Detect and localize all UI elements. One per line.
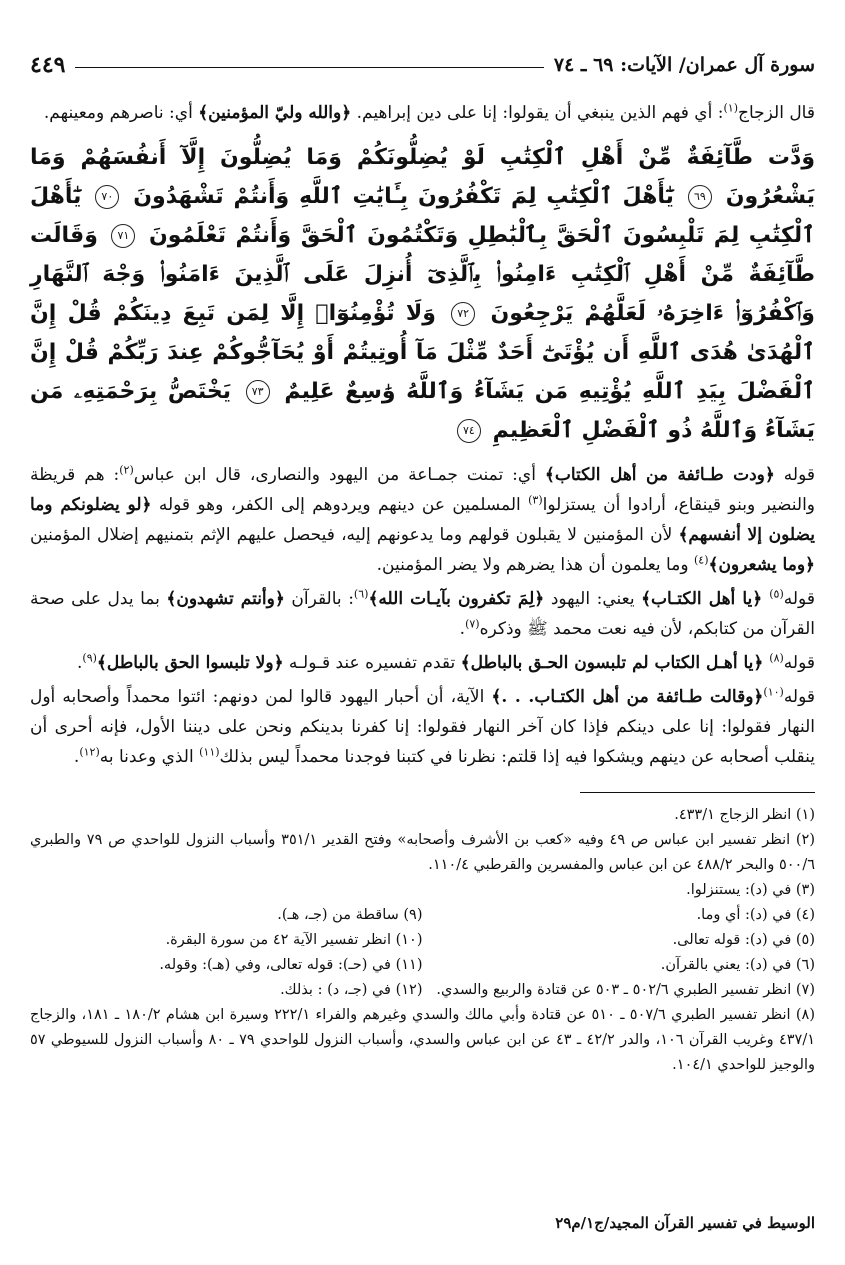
- footnote-ref[interactable]: (١): [723, 101, 738, 115]
- ayah-number: ٧١: [111, 224, 135, 248]
- page-number: ٤٤٩: [30, 52, 66, 78]
- chapter-title: سورة آل عمران/ الآيات: ٦٩ ـ ٧٤: [553, 54, 815, 76]
- body-text: بما يدل على صحة القرآن من كتابكم، لأن فيه نعت محمد ﷺ وذكره: [30, 589, 815, 639]
- quran-quote: ﴿يا أهـل الكتاب لم تلبسون الحـق بالباطل﴾: [460, 653, 770, 673]
- quran-quote: ﴿لو يضلونكم وما يضلون إلا أنفسهم﴾: [30, 495, 815, 545]
- body-text: قوله: [783, 687, 816, 707]
- footnote-8: (٨) انظر تفسير الطبري ٥٠٧/٦ ـ ٥١٠ عن قتادة وأبي مالك والسدي وغيرهم والفراء ٢٢٢/١ وسيرة ابن هشام ١٨٠/٢ ـ ١٨١، والزجاج ٤٣٧/١ وغريب القرآن ١٠٦، والدر ٤٢/٢ ـ ٤٣ عن ابن عباس والسدي، وأسباب النزول للواحدي ٧٩ ـ ٨٠ وأسباب النزول للسيوطي ٥٧ والوجيز للواحدي ١٠٤/١.: [30, 1007, 816, 1073]
- body-text: لأن المؤمنين لا يقبلون قولهم وما يدعونهم إليه، فيحصل عليهم الإثم بتمنيهم إضلال المؤمنين: [30, 525, 679, 545]
- body-text: : هم قريظة والنضير وبنو قينقاع، أرادوا أن يستزلوا: [30, 465, 816, 515]
- footnote-ref[interactable]: (٨): [769, 651, 784, 665]
- commentary-paragraph-3: [30, 648, 815, 678]
- quran-quote: ﴿لِمَ تكفرون بآيـات الله﴾: [368, 589, 545, 609]
- intro-text: : أي فهم الذين ينبغي أن يقولوا: إنا على دين إبراهيم.: [351, 103, 724, 123]
- body-text: يعني: اليهود: [544, 589, 642, 609]
- body-text: الآية، أن أحبار اليهود قالوا لمن دونهم: ائتوا محمداً وأصحابه أول النهار فقولوا: إنا على دينكم فإذا كان آخر النهار فقولوا: إنا كفرنا بدينكم ونحن على ديننا الأول، فإنه أحرى أن ينقلب أصحابه عن دينهم ويشكوا فيه إذا قلتم: نظرنا في كتبنا فوجدنا محمداً ليس بذلك: [30, 687, 815, 767]
- footnote-ref[interactable]: (٥): [769, 587, 784, 601]
- footnote-11: (١١) في (حـ): قوله تعالى، وفي (هـ): وقوله.: [159, 957, 423, 973]
- quran-quote: ﴿وما يشعرون﴾: [708, 555, 815, 575]
- footnote-ref[interactable]: (٧): [465, 617, 480, 631]
- ayah-number: ٧٤: [457, 419, 481, 443]
- footnote-row: [30, 978, 815, 1003]
- ayah-number: ٦٩: [688, 185, 712, 209]
- footnote-1: (١) انظر الزجاج ٤٣٣/١.: [674, 807, 815, 823]
- quran-quote: ﴿وأنتم تشهدون﴾: [166, 589, 285, 609]
- intro-text: قال الزجاج: [737, 103, 815, 123]
- quran-quote: ﴿ولا تلبسوا الحق بالباطل﴾: [96, 653, 284, 673]
- footnote-9: (٩) ساقطة من (جـ، هـ).: [277, 907, 423, 923]
- body-text: .: [73, 747, 80, 767]
- body-text: قوله: [774, 465, 815, 485]
- header-rule: [75, 67, 543, 68]
- footnote-5: (٥) في (د): قوله تعالى.: [672, 932, 815, 948]
- verse-text: وَلَا تُؤْمِنُوٓا۟ إِلَّا لِمَن تَبِعَ دِينَكُمْ قُلْ إِنَّ ٱلْهُدَىٰ هُدَى ٱللَّهِ أَن يُؤْتَىٰٓ أَحَدٌ مِّثْلَ مَآ أُوتِيتُمْ أَوْ يُحَآجُّوكُمْ عِندَ رَبِّكُمْ قُلْ إِنَّ ٱلْفَضْلَ بِيَدِ ٱللَّهِ يُؤْتِيهِ مَن يَشَآءُ وَٱللَّهُ وَٰسِعٌ عَلِيمٌ: [30, 301, 815, 404]
- body-text: المسلمين عن دينهم ويردوهم إلى الكفر، وهو قوله: [151, 495, 529, 515]
- verse-text: يَٰٓأَهْلَ ٱلْكِتَٰبِ لِمَ تَكْفُرُونَ بِـَٔايَٰتِ ٱللَّهِ وَأَنتُمْ تَشْهَدُونَ: [133, 184, 674, 209]
- body-text: أي: تمنت جمـاعة من اليهود والنصارى، قال ابن عباس: [133, 465, 545, 485]
- footnote-12: (١٢) في (جـ، د) : بذلك.: [280, 982, 423, 998]
- footnote-ref[interactable]: (٦): [353, 587, 369, 601]
- intro-paragraph: [30, 98, 815, 128]
- verse-text: وَدَّت طَّآئِفَةٌ مِّنْ أَهْلِ ٱلْكِتَٰبِ لَوْ يُضِلُّونَكُمْ وَمَا يُضِلُّونَ إِلَّآ أَنفُسَهُمْ وَمَا يَشْعُرُونَ: [30, 145, 815, 209]
- footnote-row: [30, 903, 815, 928]
- quran-quote: ﴿ودت طـائفة من أهل الكتاب﴾: [544, 465, 775, 485]
- footnote-ref[interactable]: (١٢): [79, 745, 100, 759]
- footnote-ref[interactable]: (٣): [528, 493, 543, 507]
- quran-verses: [30, 138, 815, 450]
- body-text: قوله: [783, 653, 815, 673]
- ayah-number: ٧٠: [95, 185, 119, 209]
- commentary-paragraph-2: [30, 584, 815, 644]
- body-text: قوله: [783, 589, 815, 609]
- running-header: [30, 48, 815, 82]
- footnotes: [30, 803, 815, 1078]
- quran-quote: ﴿يا أهل الكتـاب﴾: [641, 589, 770, 609]
- ayah-number: ٧٢: [451, 302, 475, 326]
- body-text: وما يعلمون أن هذا يضرهم ولا يضر المؤمنين.: [376, 555, 694, 575]
- footnote-ref[interactable]: (٢): [119, 463, 134, 477]
- footnote-row: [30, 878, 815, 903]
- body-text: : بالقرآن: [284, 589, 354, 609]
- footnote-7: (٧) انظر تفسير الطبري ٥٠٢/٦ ـ ٥٠٣ عن قتادة والربيع والسدي.: [436, 982, 815, 998]
- footnote-separator: [580, 792, 815, 793]
- body-text: .: [459, 619, 466, 639]
- body-text: .: [77, 653, 83, 673]
- signature-line: الوسيط في تفسير القرآن المجيد/ج١/م٢٩: [555, 1214, 815, 1232]
- footnote-row: [30, 953, 815, 978]
- footnote-10: (١٠) انظر تفسير الآية ٤٢ من سورة البقرة.: [165, 932, 423, 948]
- verse-text: يَٰٓأَهْلَ ٱلْكِتَٰبِ لِمَ تَلْبِسُونَ ٱلْحَقَّ بِٱلْبَٰطِلِ وَتَكْتُمُونَ ٱلْحَقَّ وَأَنتُمْ تَعْلَمُونَ: [30, 184, 816, 248]
- footnote-ref[interactable]: (٩): [82, 651, 97, 665]
- footnote-ref[interactable]: (٤): [693, 553, 709, 567]
- footnote-ref[interactable]: (١٠): [763, 685, 784, 699]
- footnote-2: (٢) انظر تفسير ابن عباس ص ٤٩ وفيه «كعب بن الأشرف وأصحابه» وفتح القدير ٣٥١/١ وأسباب النزول للواحدي ص ٧٩ والطبري ٥٠٠/٦ والبحر ٤٨٨/٢ عن ابن عباس والمفسرين والقرطبي ١١٠/٤.: [30, 832, 815, 873]
- footnote-ref[interactable]: (١١): [199, 745, 220, 759]
- quran-quote: ﴿وقالت طـائفة من أهل الكتـاب. . .﴾: [491, 687, 764, 707]
- verse-text: وَقَالَت طَّآئِفَةٌ مِّنْ أَهْلِ ٱلْكِتَٰبِ ءَامِنُوا۟ بِٱلَّذِىٓ أُنزِلَ عَلَى ٱلَّذِينَ ءَامَنُوا۟ وَجْهَ ٱلنَّهَارِ وَٱكْفُرُوٓا۟ ءَاخِرَهُۥ لَعَلَّهُمْ يَرْجِعُونَ: [30, 223, 815, 326]
- footnote-6: (٦) في (د): يعني بالقرآن.: [660, 957, 815, 973]
- body-text: الذي وعدنا به: [99, 747, 200, 767]
- ayah-number: ٧٣: [246, 380, 270, 404]
- quran-quote: ﴿والله وليّ المؤمنين﴾: [198, 103, 352, 123]
- commentary-paragraph-4: [30, 682, 815, 772]
- body-text: تقدم تفسيره عند قـولـه: [283, 653, 461, 673]
- footnote-row: [30, 928, 815, 953]
- intro-text: أي: ناصرهم ومعينهم.: [43, 103, 199, 123]
- verse-text: يَخْتَصُّ بِرَحْمَتِهِۦ مَن يَشَآءُ وَٱللَّهُ ذُو ٱلْفَضْلِ ٱلْعَظِيمِ: [30, 379, 815, 443]
- footnote-4: (٤) في (د): أي وما.: [696, 907, 815, 923]
- commentary-paragraph-1: [30, 460, 815, 580]
- footnote-spacer: [30, 878, 423, 903]
- footnote-3: (٣) في (د): يستنزلوا.: [686, 882, 815, 898]
